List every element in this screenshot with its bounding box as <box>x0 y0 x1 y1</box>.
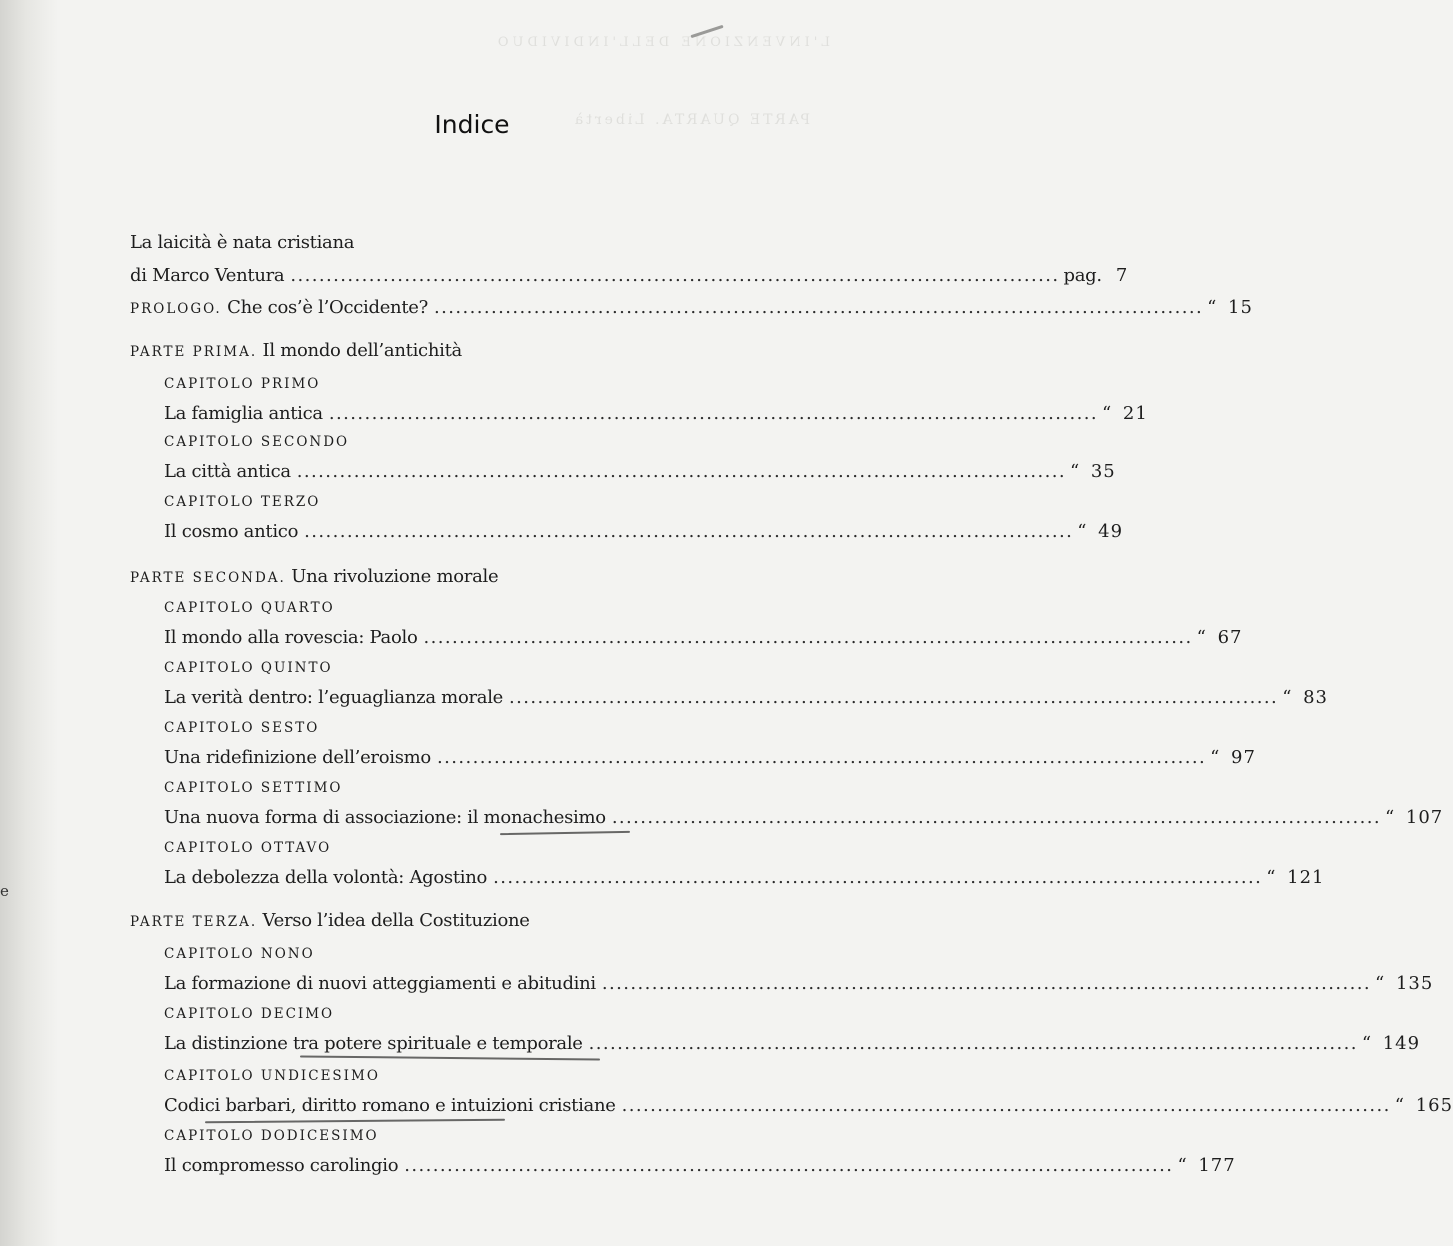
page-title: Indice <box>434 110 510 139</box>
page-number: 15 <box>1228 297 1253 318</box>
chapter-label: CAPITOLO UNDICESIMO <box>164 1068 380 1084</box>
prologue-title: Che cos’è l’Occidente? <box>227 297 428 318</box>
page-number: 67 <box>1217 627 1243 648</box>
pen-underline <box>500 831 630 835</box>
page-gutter-shadow <box>0 0 58 1246</box>
leader-dots: ............................................................................................................ <box>509 687 1279 708</box>
ditto-mark: “ <box>1102 403 1111 424</box>
page-number: 149 <box>1382 1033 1421 1054</box>
edge-letter: e <box>0 882 9 900</box>
toc-entry-chapter[interactable] <box>164 738 1256 768</box>
chapter-label: CAPITOLO QUINTO <box>164 660 333 676</box>
toc-entry-chapter[interactable] <box>164 618 1243 648</box>
chapter-label: CAPITOLO TERZO <box>164 494 321 510</box>
leader-dots: ............................................................................................................ <box>304 521 1074 542</box>
ditto-mark: “ <box>1384 807 1394 828</box>
chapter-label: CAPITOLO OTTAVO <box>164 840 332 856</box>
ditto-mark: “ <box>1361 1033 1371 1054</box>
chapter-title: La famiglia antica <box>164 403 323 424</box>
chapter-title: La verità dentro: l’eguaglianza morale <box>164 687 504 708</box>
prologue-text <box>130 297 428 318</box>
chapter-label: CAPITOLO SECONDO <box>164 434 350 450</box>
part-title: Il mondo dell’antichità <box>262 340 462 361</box>
part-heading <box>130 566 498 587</box>
part-label: PARTE PRIMA. <box>130 344 258 360</box>
ditto-mark: “ <box>1196 627 1206 648</box>
page-number: 83 <box>1303 687 1328 708</box>
leader-dots: ............................................................................................................ <box>436 747 1207 768</box>
pen-underline <box>300 1055 600 1060</box>
toc-entry-prologue[interactable] <box>130 288 1253 318</box>
page-number: 21 <box>1122 403 1148 424</box>
ditto-mark: “ <box>1375 973 1384 994</box>
chapter-title: La città antica <box>164 461 291 482</box>
toc-entry-chapter[interactable] <box>164 1086 1453 1116</box>
ditto-mark: “ <box>1210 747 1220 768</box>
part-heading <box>130 910 530 931</box>
page-number: 97 <box>1231 747 1256 768</box>
chapter-label: CAPITOLO QUARTO <box>164 600 335 616</box>
chapter-title: La debolezza della volontà: Agostino <box>164 867 488 888</box>
toc-entry-chapter[interactable] <box>164 858 1325 888</box>
chapter-title: La distinzione tra potere spirituale e temporale <box>164 1033 583 1054</box>
chapter-label: CAPITOLO PRIMO <box>164 376 321 392</box>
ditto-mark: “ <box>1077 521 1087 542</box>
part-title: Verso l’idea della Costituzione <box>262 910 530 931</box>
pen-underline <box>205 1119 505 1124</box>
ditto-mark: “ <box>1266 867 1276 888</box>
leader-dots: ............................................................................................................ <box>296 461 1066 482</box>
bleed-header: L'INVENZIONE DELL'INDIVIDUO <box>493 35 830 50</box>
leader-dots: ............................................................................................................ <box>328 403 1098 424</box>
page-number: 121 <box>1287 867 1325 888</box>
ditto-mark: “ <box>1282 687 1292 708</box>
toc-entry-chapter[interactable] <box>164 394 1148 424</box>
page-number: 107 <box>1405 807 1444 828</box>
leader-dots: ............................................................................................................ <box>290 265 1060 286</box>
chapter-label: CAPITOLO DODICESIMO <box>164 1128 379 1144</box>
leader-dots: ............................................................................................................ <box>493 867 1263 888</box>
chapter-title: Il compromesso carolingio <box>164 1155 399 1176</box>
chapter-label: CAPITOLO DECIMO <box>164 1006 335 1022</box>
toc-entry-intro[interactable] <box>130 256 1129 286</box>
toc-entry-chapter[interactable] <box>164 1146 1236 1176</box>
leader-dots: ............................................................................................................ <box>611 807 1381 828</box>
page-number: 165 <box>1415 1095 1453 1116</box>
chapter-title: La formazione di nuovi atteggiamenti e abitudini <box>164 973 596 994</box>
leader-dots: ............................................................................................................ <box>433 297 1204 318</box>
ditto-mark: “ <box>1394 1095 1404 1116</box>
leader-dots: ............................................................................................................ <box>601 973 1372 994</box>
pag-label: pag. <box>1063 265 1102 286</box>
page-number: 49 <box>1098 521 1124 542</box>
prologue-label: PROLOGO. <box>130 301 222 317</box>
leader-dots: ............................................................................................................ <box>588 1033 1358 1054</box>
toc-entry-chapter[interactable] <box>164 1024 1421 1054</box>
bleed-part: PARTE QUARTA. Libertà <box>571 112 810 128</box>
toc-entry-chapter[interactable] <box>164 678 1328 708</box>
part-label: PARTE SECONDA. <box>130 570 286 586</box>
intro-title: La laicità è nata cristiana <box>130 232 355 253</box>
page-number: 7 <box>1115 265 1129 286</box>
ditto-mark: “ <box>1207 297 1217 318</box>
part-label: PARTE TERZA. <box>130 914 258 930</box>
page-number: 35 <box>1090 461 1116 482</box>
toc-entry-chapter[interactable] <box>164 798 1444 828</box>
leader-dots: ............................................................................................................ <box>404 1155 1174 1176</box>
toc-entry-chapter[interactable] <box>164 964 1434 994</box>
chapter-title: Il cosmo antico <box>164 521 299 542</box>
chapter-title: Una nuova forma di associazione: il monachesimo <box>164 807 606 828</box>
chapter-title: Codici barbari, diritto romano e intuizioni cristiane <box>164 1095 616 1116</box>
intro-author: di Marco Ventura <box>130 265 285 286</box>
chapter-title: Una ridefinizione dell’eroismo <box>164 747 431 768</box>
ditto-mark: “ <box>1069 461 1079 482</box>
chapter-label: CAPITOLO NONO <box>164 946 315 962</box>
chapter-label: CAPITOLO SETTIMO <box>164 780 343 796</box>
page-number: 135 <box>1395 973 1434 994</box>
page-number: 177 <box>1198 1155 1236 1176</box>
toc-entry-chapter[interactable] <box>164 512 1124 542</box>
leader-dots: ............................................................................................................ <box>423 627 1193 648</box>
part-title: Una rivoluzione morale <box>291 566 499 587</box>
chapter-label: CAPITOLO SESTO <box>164 720 320 736</box>
ditto-mark: “ <box>1177 1155 1187 1176</box>
leader-dots: ............................................................................................................ <box>621 1095 1391 1116</box>
chapter-title: Il mondo alla rovescia: Paolo <box>164 627 418 648</box>
part-heading <box>130 340 462 361</box>
pencil-mark <box>690 25 723 38</box>
toc-entry-chapter[interactable] <box>164 452 1116 482</box>
